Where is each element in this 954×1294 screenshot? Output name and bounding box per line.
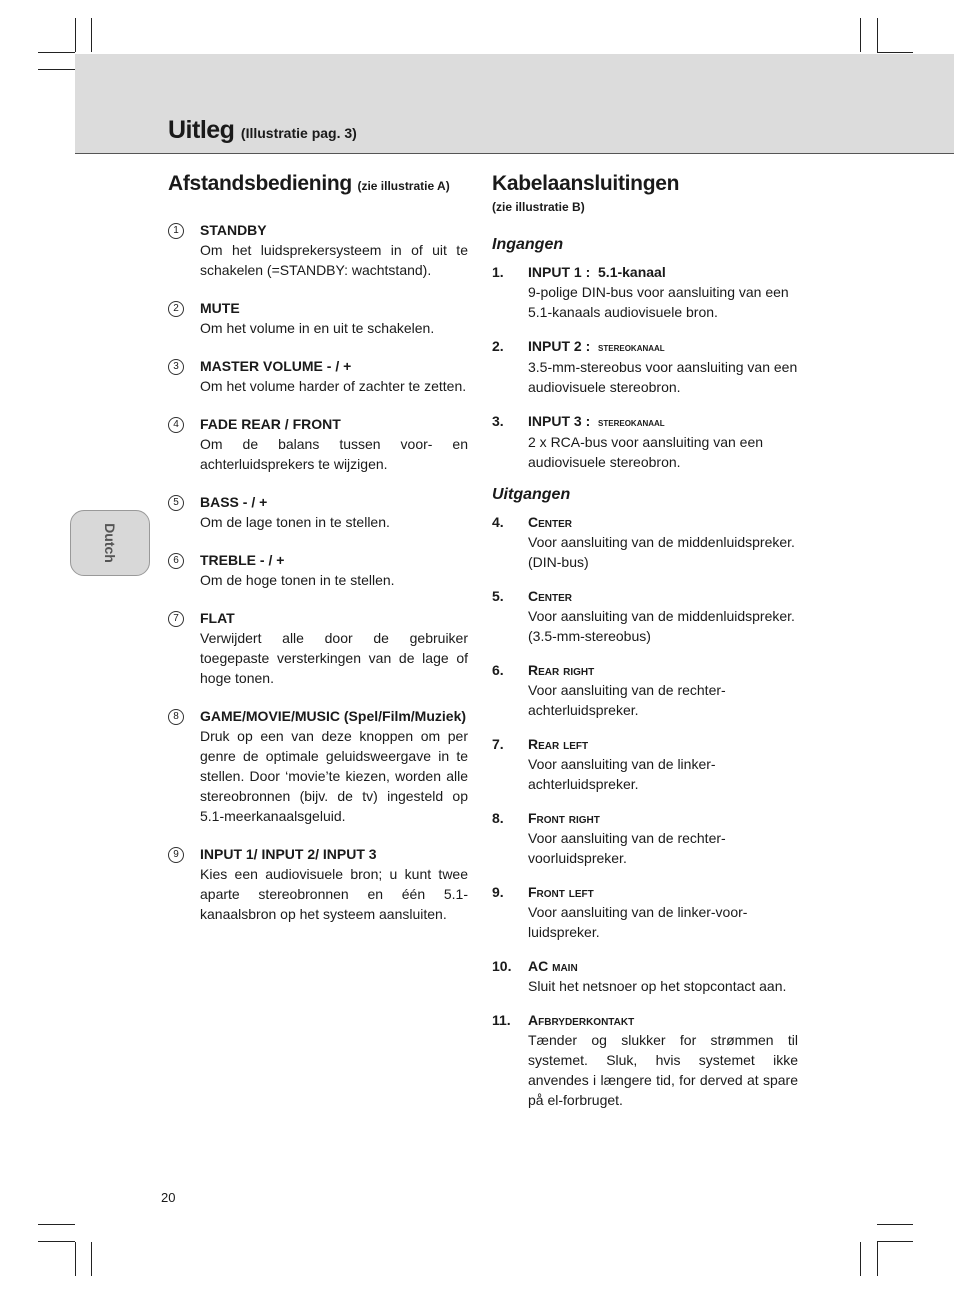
item-label: INPUT 3 : (528, 413, 591, 429)
page-number: 20 (161, 1190, 176, 1205)
item-description: Voor aansluiting van de middenluidspreker. (DIN-bus) (528, 534, 795, 570)
item-number: 8. (492, 810, 504, 826)
item-number: 3. (492, 413, 504, 429)
cable-connections-section (492, 172, 798, 1124)
item-description: Om de hoge tonen in te stellen. (200, 572, 395, 588)
item-number: 1 (168, 223, 184, 239)
item-description: 9-polige DIN-bus voor aansluiting van een 5.1-kanaals audiovisuele bron. (528, 284, 789, 320)
item-label: FLAT (200, 610, 235, 626)
input-item (492, 411, 798, 472)
item-label: INPUT 2 : (528, 338, 591, 354)
item-number: 7. (492, 736, 504, 752)
item-label: TREBLE - / + (200, 552, 285, 568)
page-title (168, 116, 357, 145)
item-number: 9. (492, 884, 504, 900)
item-sublabel: 5.1-kanaal (598, 264, 666, 280)
item-label: Front right (528, 810, 600, 826)
item-number: 8 (168, 709, 184, 725)
item-description: Druk op een van deze knoppen om per genre de optimale geluidsweergave in te stellen. Door ‘movie’te kiezen, worden alle stereobronnen (bijv. de tv) ingesteld op 5.1-meerkanaalsgeluid. (200, 728, 468, 824)
inputs-heading: Ingangen (492, 236, 564, 253)
page-title-note: (Illustratie pag. 3) (240, 125, 357, 141)
item-description: Voor aansluiting van de linker-achterluidspreker. (528, 756, 716, 792)
remote-item (168, 550, 468, 590)
output-item (492, 808, 798, 868)
item-number: 2. (492, 338, 504, 354)
remote-item (168, 356, 468, 396)
item-number: 9 (168, 847, 184, 863)
item-description: Tænder og slukker for strømmen til systemet. Sluk, hvis systemet ikke anvendes i længere tid, for derved at spare på el-forbruget. (528, 1032, 798, 1108)
remote-heading-text: Afstandsbediening (168, 172, 352, 195)
crop-mark (877, 1224, 913, 1225)
item-label: Afbryderkontakt (528, 1012, 635, 1028)
cables-heading: Kabelaansluitingen (492, 172, 680, 195)
item-description: Om de balans tussen voor- en achterluidsprekers te wijzigen. (200, 436, 468, 472)
crop-mark (38, 52, 75, 53)
output-item (492, 586, 798, 646)
remote-item (168, 706, 468, 826)
output-item (492, 660, 798, 720)
remote-items-list (168, 220, 468, 924)
crop-mark (877, 52, 913, 53)
page-title-text: Uitleg (168, 116, 235, 144)
remote-item (168, 298, 468, 338)
item-number: 1. (492, 264, 504, 280)
item-label: AC main (528, 958, 578, 974)
remote-item (168, 414, 468, 474)
crop-mark (860, 18, 861, 52)
output-item (492, 512, 798, 572)
item-description: Kies een audiovisuele bron; u kunt twee aparte stereobronnen en één 5.1-kanaalsbron op het systeem aansluiten. (200, 866, 468, 922)
input-item (492, 262, 798, 322)
output-item (492, 1010, 798, 1110)
item-description: Voor aansluiting van de rechter-achterluidspreker. (528, 682, 726, 718)
item-description: Om het luidsprekersysteem in of uit te schakelen (=STANDBY: wachtstand). (200, 242, 468, 278)
item-description: 2 x RCA-bus voor aansluiting van een audiovisuele stereobron. (528, 434, 764, 470)
remote-item (168, 608, 468, 688)
item-number: 5. (492, 588, 504, 604)
crop-mark (38, 69, 75, 70)
crop-mark (877, 18, 878, 52)
remote-item (168, 220, 468, 280)
item-label: STANDBY (200, 222, 267, 238)
item-number: 2 (168, 301, 184, 317)
item-sublabel: stereokanaal (598, 415, 665, 429)
outputs-heading: Uitgangen (492, 486, 571, 503)
item-label: INPUT 1 : (528, 264, 591, 280)
item-number: 3 (168, 359, 184, 375)
cables-heading-note: (zie illustratie B) (492, 200, 585, 214)
item-label: GAME/MOVIE/MUSIC (Spel/Film/Muziek) (200, 708, 467, 724)
item-description: Om het volume harder of zachter te zetten. (200, 378, 467, 394)
item-number: 10. (492, 958, 512, 974)
item-description: Voor aansluiting van de rechter-voorluidspreker. (528, 830, 726, 866)
item-number: 4 (168, 417, 184, 433)
item-description: Om het volume in en uit te schakelen. (200, 320, 435, 336)
item-label: INPUT 1/ INPUT 2/ INPUT 3 (200, 846, 377, 862)
item-sublabel: stereokanaal (598, 340, 665, 354)
item-number: 7 (168, 611, 184, 627)
output-item (492, 734, 798, 794)
item-label: Rear right (528, 662, 595, 678)
crop-mark (75, 1242, 76, 1276)
item-label: MUTE (200, 300, 240, 316)
item-number: 6. (492, 662, 504, 678)
item-description: Sluit het netsnoer op het stopcontact aan. (528, 978, 787, 994)
item-description: Voor aansluiting van de linker-voor-luidspreker. (528, 904, 748, 940)
input-item (492, 336, 798, 397)
language-tab-label: Dutch (102, 523, 118, 563)
crop-mark (38, 1224, 75, 1225)
item-label: Center (528, 588, 573, 604)
crop-mark (75, 18, 76, 52)
remote-control-section (168, 172, 468, 924)
item-label: BASS - / + (200, 494, 268, 510)
crop-mark (860, 1242, 861, 1276)
item-number: 5 (168, 495, 184, 511)
item-label: Rear left (528, 736, 589, 752)
remote-item (168, 492, 468, 532)
crop-mark (38, 1241, 75, 1242)
item-description: Voor aansluiting van de middenluidspreker. (3.5-mm-stereobus) (528, 608, 795, 644)
item-label: Center (528, 514, 573, 530)
item-label: MASTER VOLUME - / + (200, 358, 352, 374)
item-description: Om de lage tonen in te stellen. (200, 514, 390, 530)
crop-mark (877, 1242, 878, 1276)
crop-mark (91, 1242, 92, 1276)
crop-mark (91, 18, 92, 52)
remote-heading (168, 172, 468, 196)
remote-item (168, 844, 468, 924)
item-number: 6 (168, 553, 184, 569)
language-tab (70, 510, 150, 576)
remote-heading-note: (zie illustratie A) (357, 179, 450, 193)
item-description: 3.5-mm-stereobus voor aansluiting van een audiovisuele stereobron. (528, 359, 798, 395)
item-number: 11. (492, 1012, 511, 1028)
item-label: FADE REAR / FRONT (200, 416, 341, 432)
item-label: Front left (528, 884, 594, 900)
item-number: 4. (492, 514, 504, 530)
item-description: Verwijdert alle door de gebruiker toegepaste versterkingen van de lage of hoge tonen. (200, 630, 468, 686)
output-item (492, 882, 798, 942)
crop-mark (877, 1241, 913, 1242)
output-item (492, 956, 798, 996)
